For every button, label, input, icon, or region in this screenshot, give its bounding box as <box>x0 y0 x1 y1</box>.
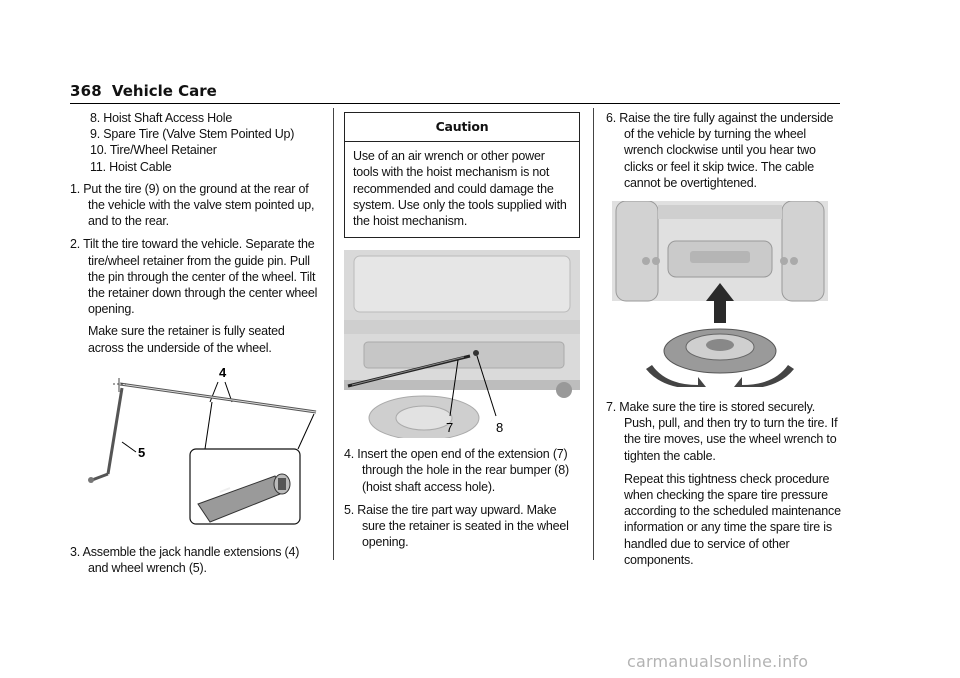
step-2: 2. Tilt the tire toward the vehicle. Separate the tire/wheel retainer from the guide pin. Pull the pin through the center of the wheel. Tilt the retainer down through the center wheel opening. <box>70 237 318 317</box>
legend-item-9: 9. Spare Tire (Valve Stem Pointed Up) <box>90 127 295 142</box>
step-2-note: Make sure the retainer is fully seated across the underside of the wheel. <box>88 324 285 355</box>
caution-text: Use of an air wrench or other power tools with the hoist mechanism is not recommended and could damage the system. Use only the tools supplied with the hoist mechanism. <box>353 149 567 229</box>
column-left <box>70 110 322 583</box>
callout-5: 5 <box>138 444 146 460</box>
page-header <box>70 82 840 101</box>
page-number: 368 <box>70 82 102 100</box>
column-divider-2 <box>593 108 594 560</box>
callout-8: 8 <box>496 420 504 436</box>
legend-item-11: 11. Hoist Cable <box>90 159 172 174</box>
step-3: 3. Assemble the jack handle extensions (4) and wheel wrench (5). <box>70 544 300 576</box>
section-title: Vehicle Care <box>111 82 217 100</box>
jack-handle-figure <box>70 364 322 534</box>
step-5: 5. Raise the tire part way upward. Make sure the retainer is seated in the wheel opening. <box>344 502 569 550</box>
step-6: 6. Raise the tire fully against the underside of the vehicle by turning the wheel wrench clockwise until you hear two clicks or feel it skip twice. The cable cannot be overtightened. <box>606 111 834 190</box>
callout-7: 7 <box>446 420 454 436</box>
watermark: carmanualsonline.info <box>627 652 809 671</box>
column-divider-1 <box>333 108 334 560</box>
caution-title: Caution <box>345 113 579 142</box>
callout-4: 4 <box>219 364 227 380</box>
step-7-note: Repeat this tightness check procedure when checking the spare tire pressure according to the scheduled maintenance information or any time the spare tire is handled due to service of other components. <box>624 471 841 567</box>
step-7: 7. Make sure the tire is stored securely. Push, pull, and then try to turn the tire. If the tire moves, use the wheel wrench to tighten the cable. <box>606 400 838 463</box>
caution-box <box>344 112 580 238</box>
legend-item-8: 8. Hoist Shaft Access Hole <box>90 111 233 125</box>
bumper-hoist-figure <box>344 250 580 438</box>
column-middle <box>344 110 580 557</box>
step-1: 1. Put the tire (9) on the ground at the rear of the vehicle with the valve stem pointed up, and to the rear. <box>70 181 315 229</box>
header-rule <box>70 103 840 104</box>
legend-item-10: 10. Tire/Wheel Retainer <box>90 143 217 158</box>
spare-tire-raise-figure <box>606 201 834 387</box>
column-right <box>606 110 842 575</box>
step-4: 4. Insert the open end of the extension (7) through the hole in the rear bumper (8) (hoist shaft access hole). <box>344 447 569 494</box>
